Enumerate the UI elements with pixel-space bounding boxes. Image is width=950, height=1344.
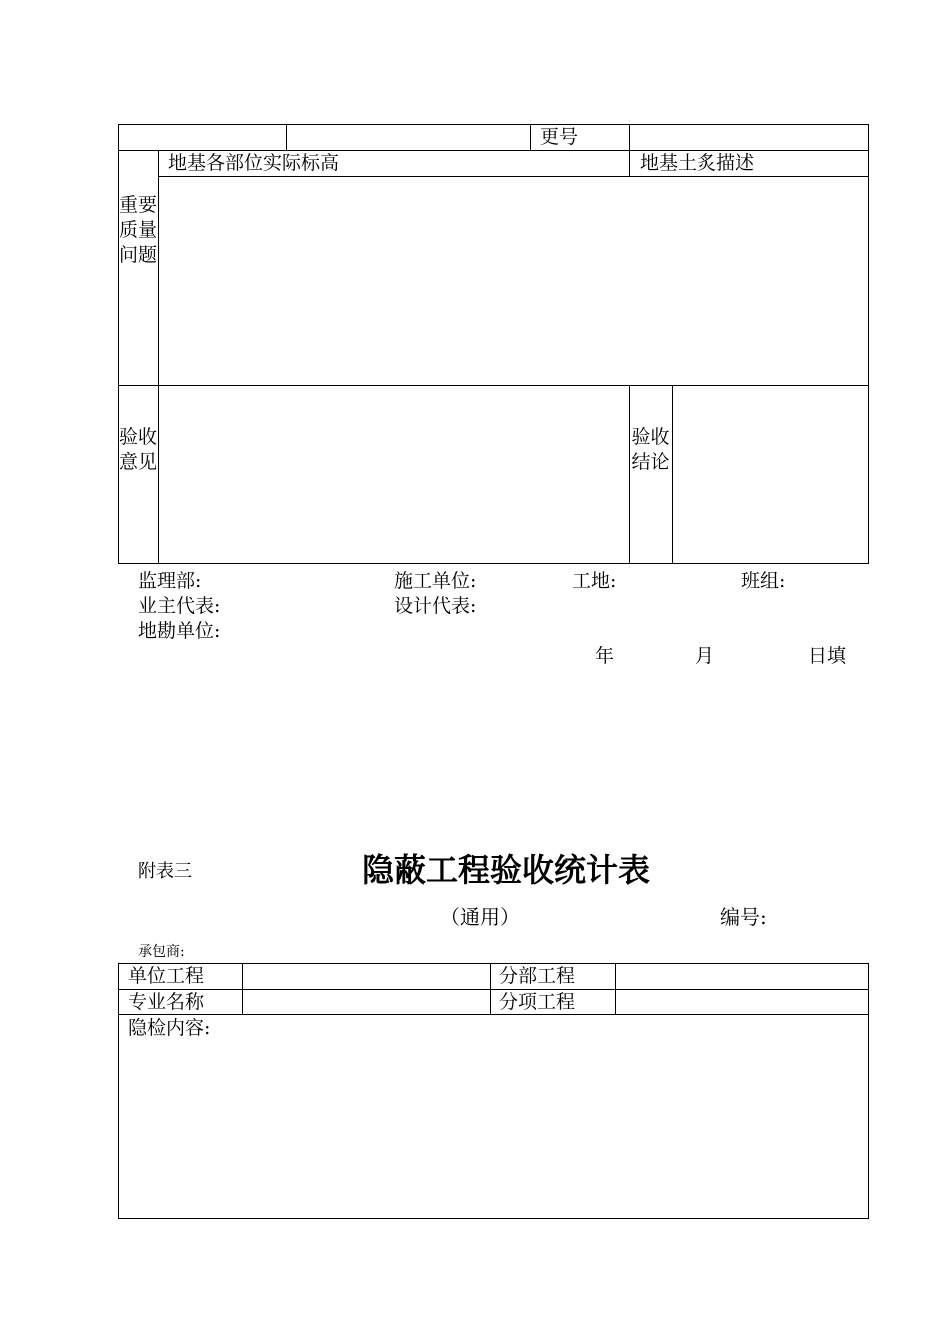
col-divider (490, 963, 491, 1015)
specialty-name-label: 专业名称 (128, 991, 205, 1013)
quality-issues-label: 重要质量问题 (118, 194, 157, 266)
contractor-unit-label: 施工单位: (394, 570, 477, 592)
acceptance-conclusion-label: 验收结论 (631, 426, 670, 473)
border-top (118, 124, 869, 125)
owner-rep-label: 业主代表: (138, 595, 221, 617)
form-title: 隐蔽工程验收统计表 (362, 851, 651, 889)
form-subtitle: （通用） (440, 905, 520, 929)
quality-issues-field[interactable] (160, 178, 866, 383)
border-bottom (118, 563, 869, 564)
unit-project-label: 单位工程 (128, 965, 205, 987)
unit-project-field[interactable] (244, 965, 488, 988)
header-label: 更号 (540, 126, 579, 148)
border-right (868, 963, 869, 1219)
month-label: 月 (695, 645, 715, 667)
border-bottom (118, 1218, 869, 1219)
row-divider (158, 176, 869, 177)
item-project-field[interactable] (617, 991, 866, 1013)
team-label: 班组: (741, 570, 786, 592)
designer-rep-label: 设计代表: (394, 595, 477, 617)
col-divider (242, 963, 243, 1015)
acceptance-conclusion-field[interactable] (674, 387, 866, 561)
day-label: 日填 (808, 645, 847, 667)
hidden-content-field[interactable] (120, 1042, 866, 1216)
hidden-content-label: 隐检内容: (128, 1017, 211, 1039)
acceptance-opinion-label: 验收意见 (118, 426, 157, 473)
division-project-label: 分部工程 (499, 965, 576, 987)
contractor-label: 承包商: (138, 944, 185, 960)
row-divider (118, 385, 869, 386)
division-project-field[interactable] (617, 965, 866, 988)
elevation-label: 地基各部位实际标高 (168, 152, 340, 174)
col-divider (672, 385, 673, 564)
year-label: 年 (595, 645, 615, 667)
col-divider (530, 124, 531, 151)
col-divider (615, 963, 616, 1015)
specialty-name-field[interactable] (244, 991, 488, 1013)
row-divider (118, 989, 869, 990)
border-right (868, 124, 869, 564)
supervisor-label: 监理部: (138, 570, 202, 592)
border-top (118, 963, 869, 964)
soil-description-label: 地基土炙描述 (640, 152, 755, 174)
border-left (118, 963, 119, 1219)
form-number-label: 编号: (720, 905, 767, 929)
item-project-label: 分项工程 (499, 991, 576, 1013)
col-divider (629, 124, 630, 177)
border-left (118, 124, 119, 564)
col-divider (286, 124, 287, 151)
acceptance-opinion-field[interactable] (160, 387, 627, 561)
row-divider (118, 1014, 869, 1015)
site-label: 工地: (572, 570, 617, 592)
survey-unit-label: 地勘单位: (138, 620, 221, 642)
col-divider (158, 150, 159, 564)
appendix-label: 附表三 (138, 861, 192, 882)
